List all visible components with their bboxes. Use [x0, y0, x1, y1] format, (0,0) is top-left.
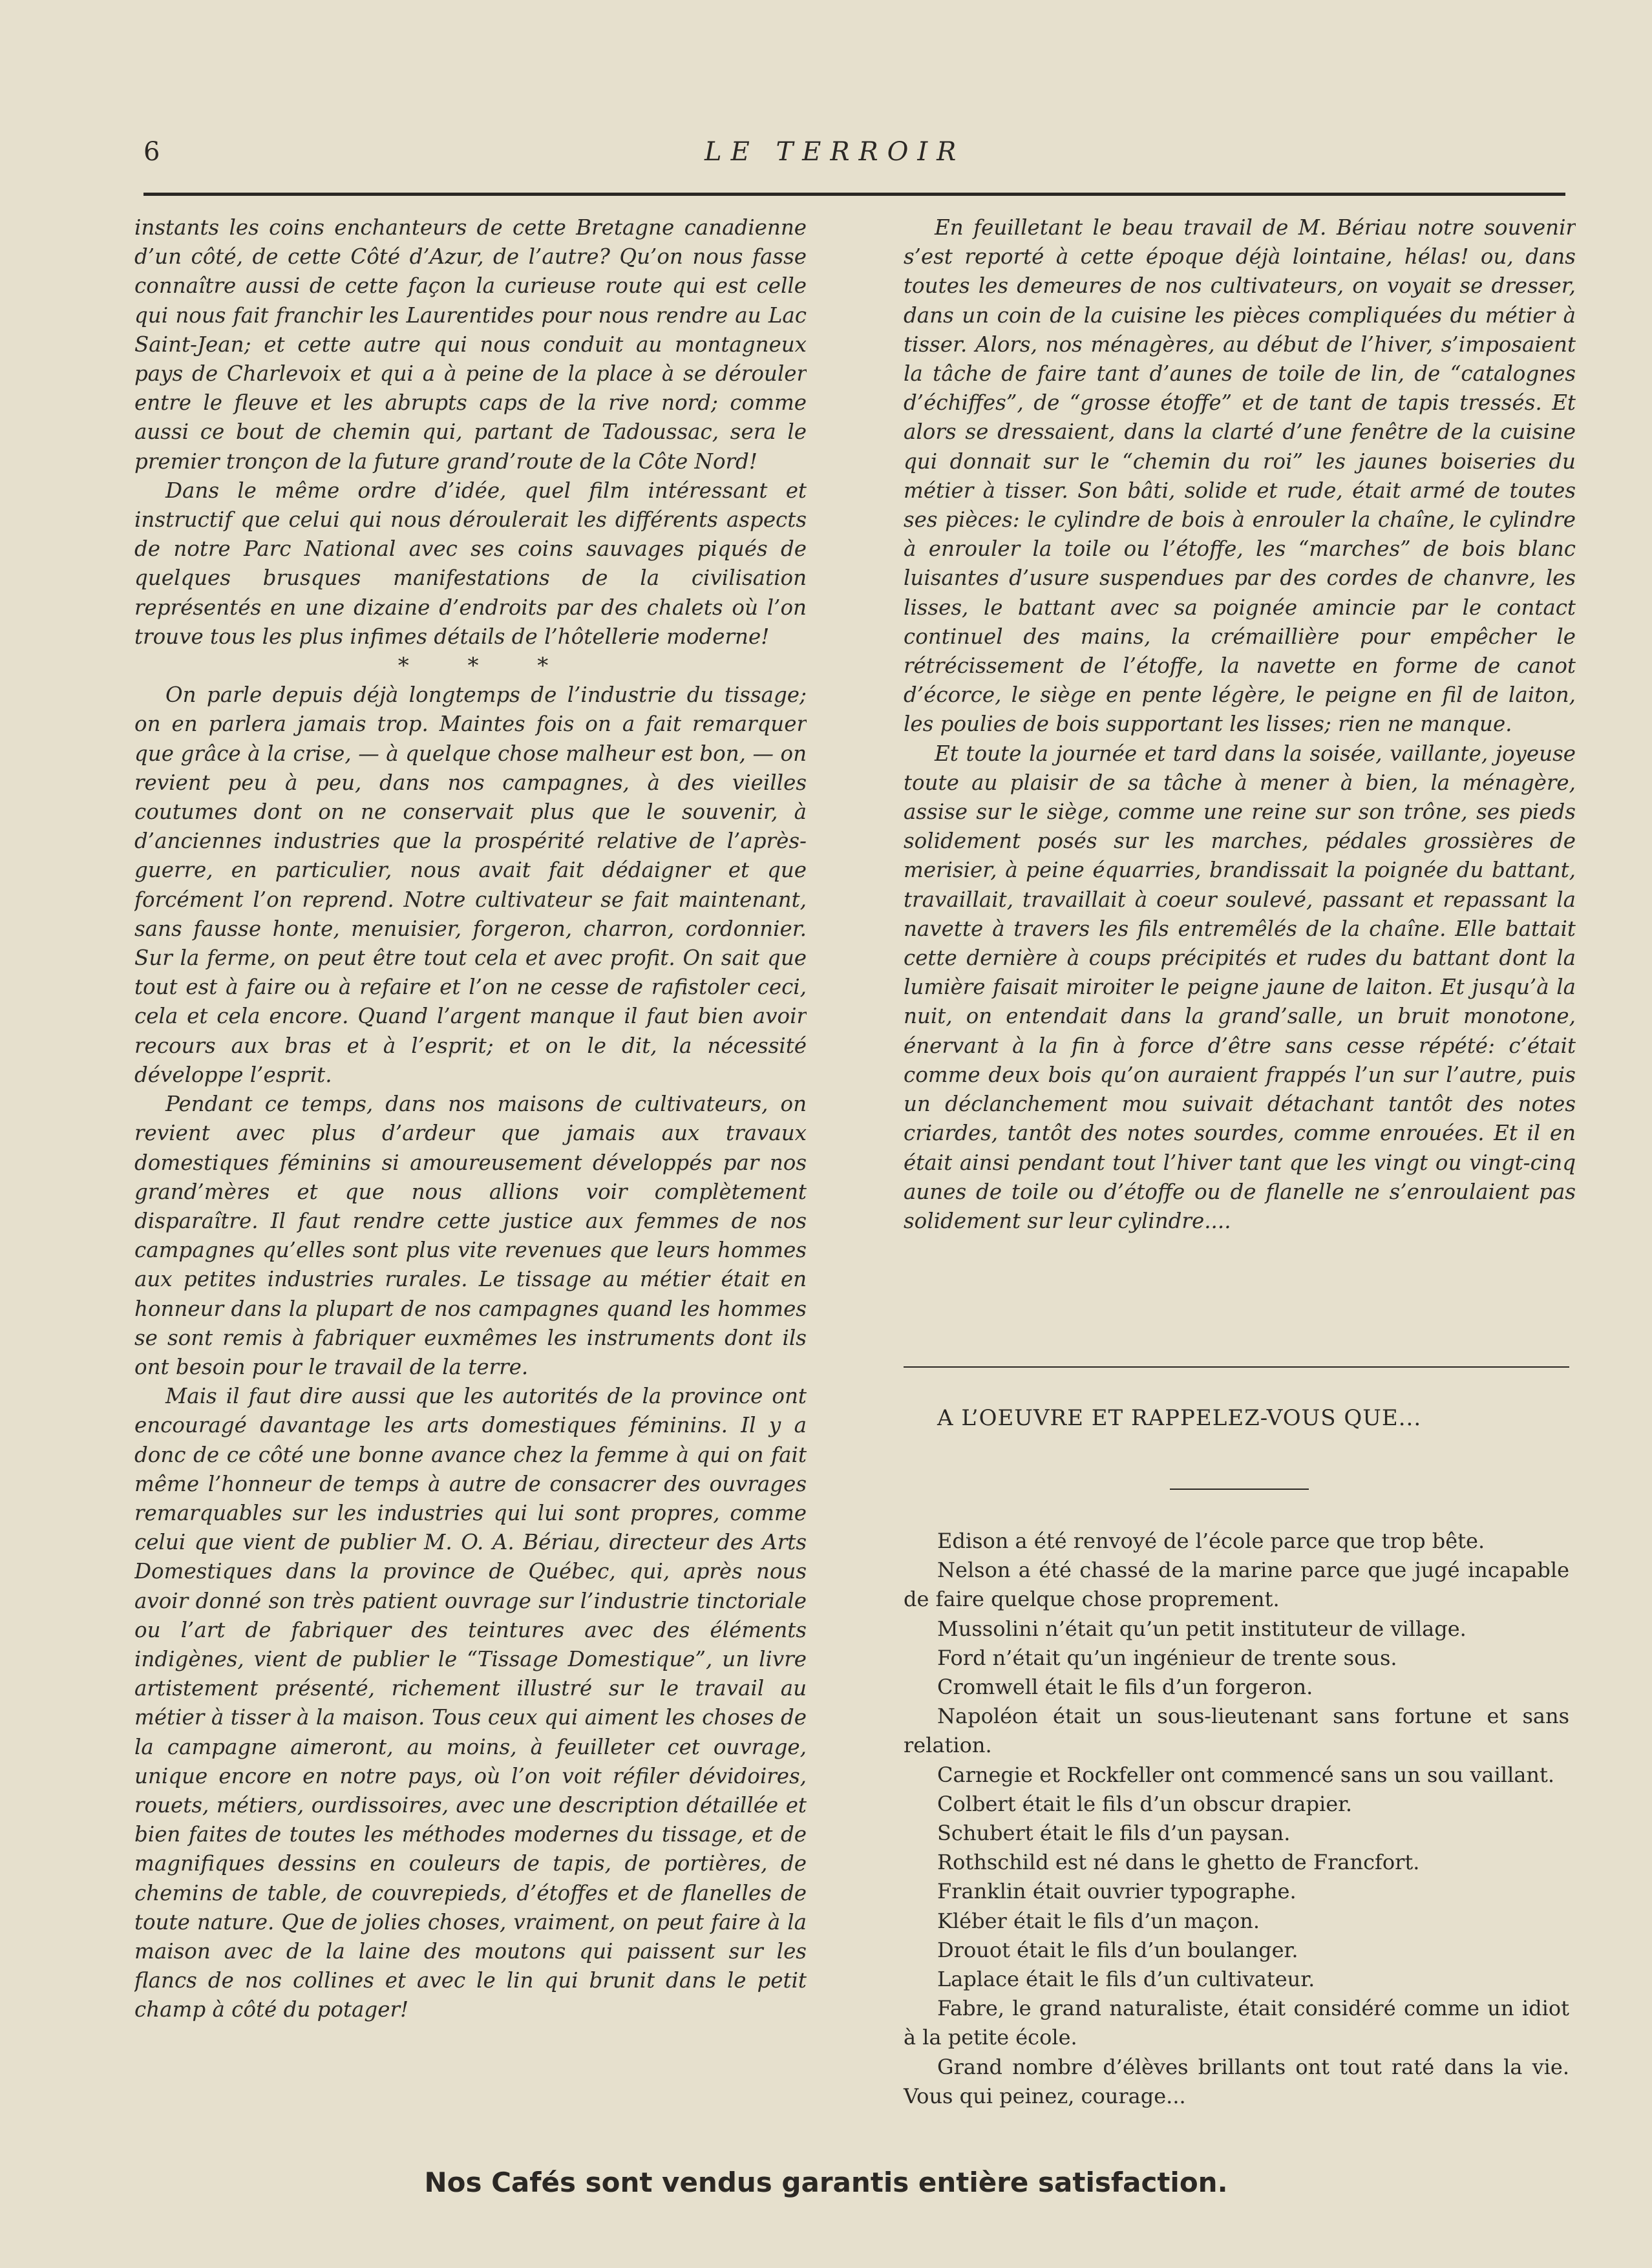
- paragraph: Et toute la journée et tard dans la soisée, vaillante, joyeuse toute au plaisir de sa tâche à mener à bien, la ménagère, assise sur le siège, comme une reine sur son trône, ses pieds solidement posés sur les marches, pédales grossières de merisier, à peine équarries, brandissait la poignée du battant, travaillait, travaillait à coeur soulevé, passant et repassant la navette à travers les fils entremêlés de la chaîne. Elle battait cette dernière à coups précipités et rudes du battant dont la lumière faisait miroiter le peigne jaune de laiton. Et jusqu’à la nuit, on entendait dans la grand’salle, un bruit monotone, énervant à la fin à force d’être sans cesse répété: c’était comme deux bois qu’on auraient frappés l’un sur l’autre, puis un déclanchement mou suivait détachant tantôt des notes criardes, tantôt des notes sourdes, comme enrouées. Et il en était ainsi pendant tout l’hiver tant que les vingt ou vingt-cinq aunes de toile ou d’étoffe ou de flanelle ne s’enroulaient pas solidement sur leur cylindre....: [904, 741, 1576, 1233]
- paragraph: Mais il faut dire aussi que les autorités de la province ont encouragé davantage les arts domestiques féminins. Il y a donc de ce côté une bonne avance chez la femme à qui on fait même l’honneur de temps à autre de consacrer des ouvrages remarquables sur les industries qui lui sont propres, comme celui que vient de publier M. O. A. Bériau, directeur des Arts Domestiques dans la province de Québec, qui, après nous avoir donné son très patient ouvrage sur l’industrie tinctoriale ou l’art de fabriquer des teintures avec des éléments indigènes, vient de publier le “Tissage Domestique”, un livre artistement présenté, richement illustré sur le travail au métier à tisser à la maison. Tous ceux qui aiment les choses de la campagne aimeront, au moins, à feuilleter cet ouvrage, unique encore en notre pays, où l’on voit réfiler dévidoires, rouets, métiers, ourdissoires, avec une description détaillée et bien faites de toutes les méthodes modernes du tissage, et de magnifiques dessins en couleurs de tapis, de portières, de chemins de table, de couvrepieds, d’étoffes et de flanelles de toute nature. Que de jolies choses, vraiment, on peut faire à la maison avec de la laine des moutons qui paissent sur les flancs de nos collines et avec le lin qui brunit dans le petit champ à côté du potager!: [134, 1384, 807, 2022]
- fact-item: Drouot était le fils d’un boulanger.: [937, 1937, 1298, 1962]
- fact-item: Nelson a été chassé de la marine parce que jugé incapable de faire quelque chose proprement.: [904, 1558, 1569, 1612]
- page-number: 6: [143, 137, 160, 167]
- paragraph: On parle depuis déjà longtemps de l’industrie du tissage; on en parlera jamais trop. Maintes fois on a fait remarquer que grâce à la crise, — à quelque chose malheur est bon, — on revient peu à peu, dans nos campagnes, à des vieilles coutumes dont on ne conservait plus que le souvenir, à d’anciennes industries que la prospérité relative de l’après-guerre, en particulier, nous avait fait dédaigner et que forcément l’on reprend. Notre cultivateur se fait maintenant, sans fausse honte, menuisier, forgeron, charron, cordonnier. Sur la ferme, on peut être tout cela et avec profit. On sait que tout est à faire ou à refaire et l’on ne cesse de rafistoler ceci, cela et cela encore. Quand l’argent manque il faut bien avoir recours aux bras et à l’esprit; et on le dit, la nécessité développe l’esprit.: [134, 683, 807, 1087]
- fact-item: Mussolini n’était qu’un petit instituteur de village.: [937, 1616, 1467, 1641]
- fact-item: Carnegie et Rockfeller ont commencé sans un sou vaillant.: [937, 1762, 1555, 1787]
- header-rule: [143, 193, 1565, 196]
- fact-item: Grand nombre d’élèves brillants ont tout raté dans la vie. Vous qui peinez, courage...: [904, 2054, 1569, 2108]
- fact-item: Cromwell était le fils d’un forgeron.: [937, 1675, 1313, 1700]
- paragraph: En feuilletant le beau travail de M. Bériau notre souvenir s’est reporté à cette époque déjà lointaine, hélas! ou, dans toutes les demeures de nos cultivateurs, on voyait se dresser, dans un coin de la cuisine les pièces compliquées du métier à tisser. Alors, nos ménagères, au début de l’hiver, s’imposaient la tâche de faire tant d’aunes de toile de lin, de “catalognes d’échiffes”, de “grosse étoffe” et de tant de tapis tressés. Et alors se dressaient, dans la clarté d’une fenêtre de la cuisine qui donnait sur le “chemin du roi” les jaunes boiseries du métier à tisser. Son bâti, solide et rude, était armé de toutes ses pièces: le cylindre de bois à enrouler la chaîne, le cylindre à enrouler la toile ou l’étoffe, les “marches” de bois blanc luisantes d’usure suspendues par des cordes de chanvre, les lisses, le battant avec sa poignée amincie par le contact continuel des mains, la crémaillière pour empêcher le rétrécissement de l’étoffe, la navette en forme de canot d’écorce, le siège en pente légère, le peigne en fil de laiton, les poulies de bois supportant les lisses; rien ne manque.: [904, 215, 1576, 737]
- fact-item: Rothschild est né dans le ghetto de Francfort.: [937, 1850, 1420, 1875]
- section-separator: * * *: [397, 653, 575, 679]
- fact-item: Franklin était ouvrier typographe.: [937, 1879, 1297, 1904]
- fact-item: Kléber était le fils d’un maçon.: [937, 1908, 1260, 1933]
- left-column: [134, 213, 807, 2146]
- footer-advertisement: Nos Cafés sont vendus garantis entière satisfaction.: [424, 2167, 1228, 2198]
- paragraph: Dans le même ordre d’idée, quel film intéressant et instructif que celui qui nous déroulerait les différents aspects de notre Parc National avec ses coins sauvages piqués de quelques brusques manifestations de la civilisation représentés en une dizaine d’endroits par des chalets où l’on trouve tous les plus infimes détails de l’hôtellerie moderne!: [134, 478, 807, 649]
- right-column: [904, 213, 1576, 1331]
- fact-item: Schubert était le fils d’un paysan.: [937, 1821, 1291, 1846]
- fact-item: Edison a été renvoyé de l’école parce que trop bête.: [937, 1529, 1485, 1553]
- section-title: A L’OEUVRE ET RAPPELEZ-VOUS QUE...: [937, 1405, 1422, 1431]
- title-underline: [1170, 1489, 1309, 1490]
- fact-item: Fabre, le grand naturaliste, était considéré comme un idiot à la petite école.: [904, 1996, 1569, 2050]
- publication-title: LE TERROIR: [704, 137, 966, 167]
- fact-item: Colbert était le fils d’un obscur drapier.: [937, 1791, 1353, 1816]
- section-rule: [904, 1366, 1569, 1368]
- fact-item: Ford n’était qu’un ingénieur de trente sous.: [937, 1645, 1397, 1670]
- paragraph: instants les coins enchanteurs de cette Bretagne canadienne d’un côté, de cette Côté d’Azur, de l’autre? Qu’on nous fasse connaître aussi de cette façon la curieuse route qui est celle qui nous fait franchir les Laurentides pour nous rendre au Lac Saint-Jean; et cette autre qui nous conduit au montagneux pays de Charlevoix et qui a à peine de la place à se dérouler entre le fleuve et les abrupts caps de la rive nord; comme aussi ce bout de chemin qui, partant de Tadoussac, sera le premier tronçon de la future grand’route de la Côte Nord!: [134, 215, 807, 474]
- fact-item: Napoléon était un sous-lieutenant sans fortune et sans relation.: [904, 1704, 1569, 1758]
- paragraph: Pendant ce temps, dans nos maisons de cultivateurs, on revient avec plus d’ardeur que jamais aux travaux domestiques féminins si amoureusement développés par nos grand’mères et que nous allions voir complètement disparaître. Il faut rendre cette justice aux femmes de nos campagnes qu’elles sont plus vite revenues que leurs hommes aux petites industries rurales. Le tissage au métier était en honneur dans la plupart de nos campagnes quand les hommes se sont remis à fabriquer euxmêmes les instruments dont ils ont besoin pour le travail de la terre.: [134, 1092, 807, 1379]
- facts-list: [904, 1527, 1569, 2111]
- fact-item: Laplace était le fils d’un cultivateur.: [937, 1967, 1315, 1992]
